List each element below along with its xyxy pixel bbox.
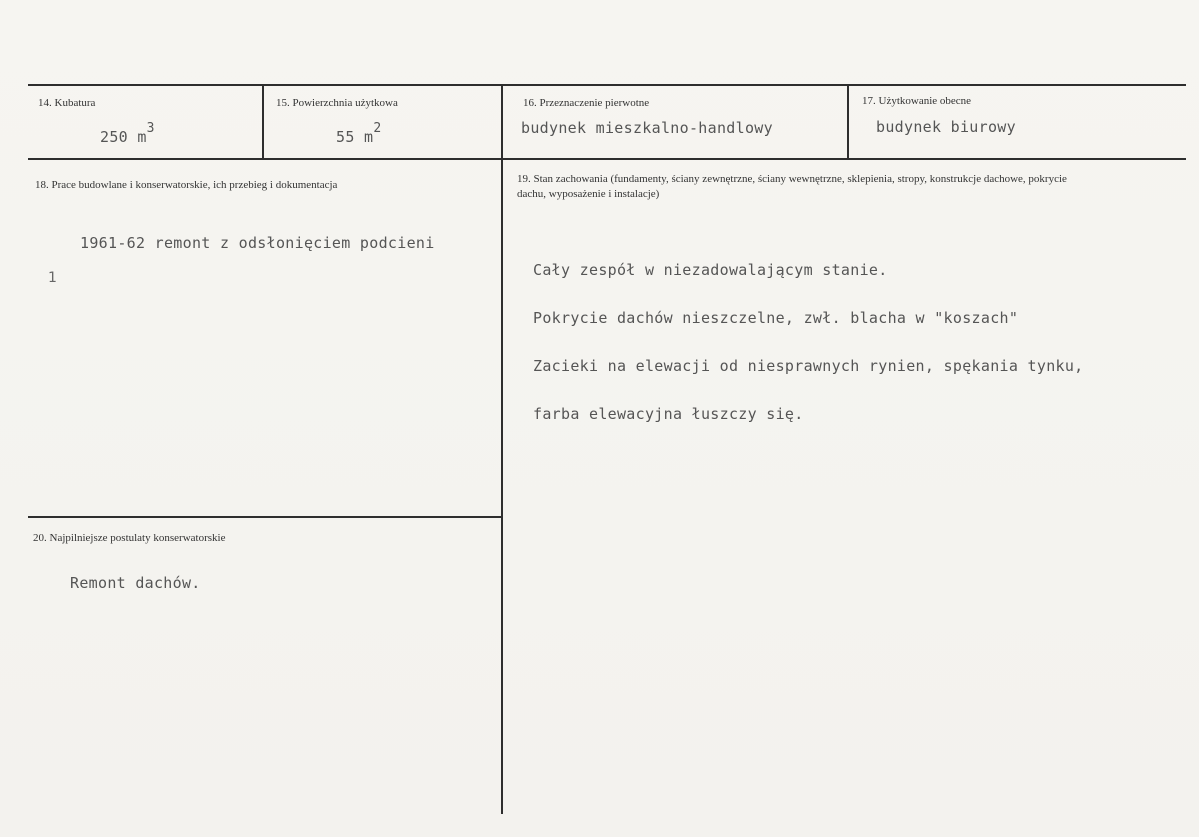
field-19-line: farba elewacyjna łuszczy się.: [533, 405, 804, 423]
field-14-label: 14. Kubatura: [38, 97, 96, 109]
field-20-label: 20. Najpilniejsze postulaty konserwatorskie: [33, 532, 226, 544]
field-18-value: 1961-62 remont z odsłonięciem podcieni: [80, 234, 435, 252]
field-18-label: 18. Prace budowlane i konserwatorskie, ich przebieg i dokumentacja: [35, 179, 338, 191]
field-19-line: Cały zespół w niezadowalającym stanie.: [533, 261, 888, 279]
field-19-label: 19. Stan zachowania (fundamenty, ściany zewnętrzne, ściany wewnętrzne, sklepienia, stropy, konstrukcje dachowe, pokrycie dachu, wyposażenie i instalacje): [517, 173, 1067, 200]
divider-16-17: [847, 86, 849, 158]
row1-bottom-rule: [28, 158, 1186, 160]
field-16-label: 16. Przeznaczenie pierwotne: [523, 97, 650, 109]
field-18-margin-note: 1: [48, 270, 57, 286]
field-19-text: [533, 230, 1084, 454]
field-17-label: 17. Użytkowanie obecne: [862, 95, 972, 107]
field-17-value: budynek biurowy: [876, 118, 1016, 136]
field-19-line: Zacieki na elewacji od niesprawnych rynien, spękania tynku,: [533, 357, 1084, 375]
field-20-value: Remont dachów.: [70, 574, 201, 592]
field-15-value: 55 $m^2$: [336, 121, 382, 146]
field-18-bottom-rule: [28, 516, 502, 518]
field-16-value: budynek mieszkalno-handlowy: [521, 119, 773, 137]
top-rule: [28, 84, 1186, 86]
field-15-label: 15. Powierzchnia użytkowa: [276, 97, 398, 109]
field-14-value: 250 $m^3$: [100, 121, 155, 146]
field-19-line: Pokrycie dachów nieszczelne, zwł. blacha w "koszach": [533, 309, 1019, 327]
main-column-divider: [501, 86, 503, 814]
divider-14-15: [262, 86, 264, 160]
